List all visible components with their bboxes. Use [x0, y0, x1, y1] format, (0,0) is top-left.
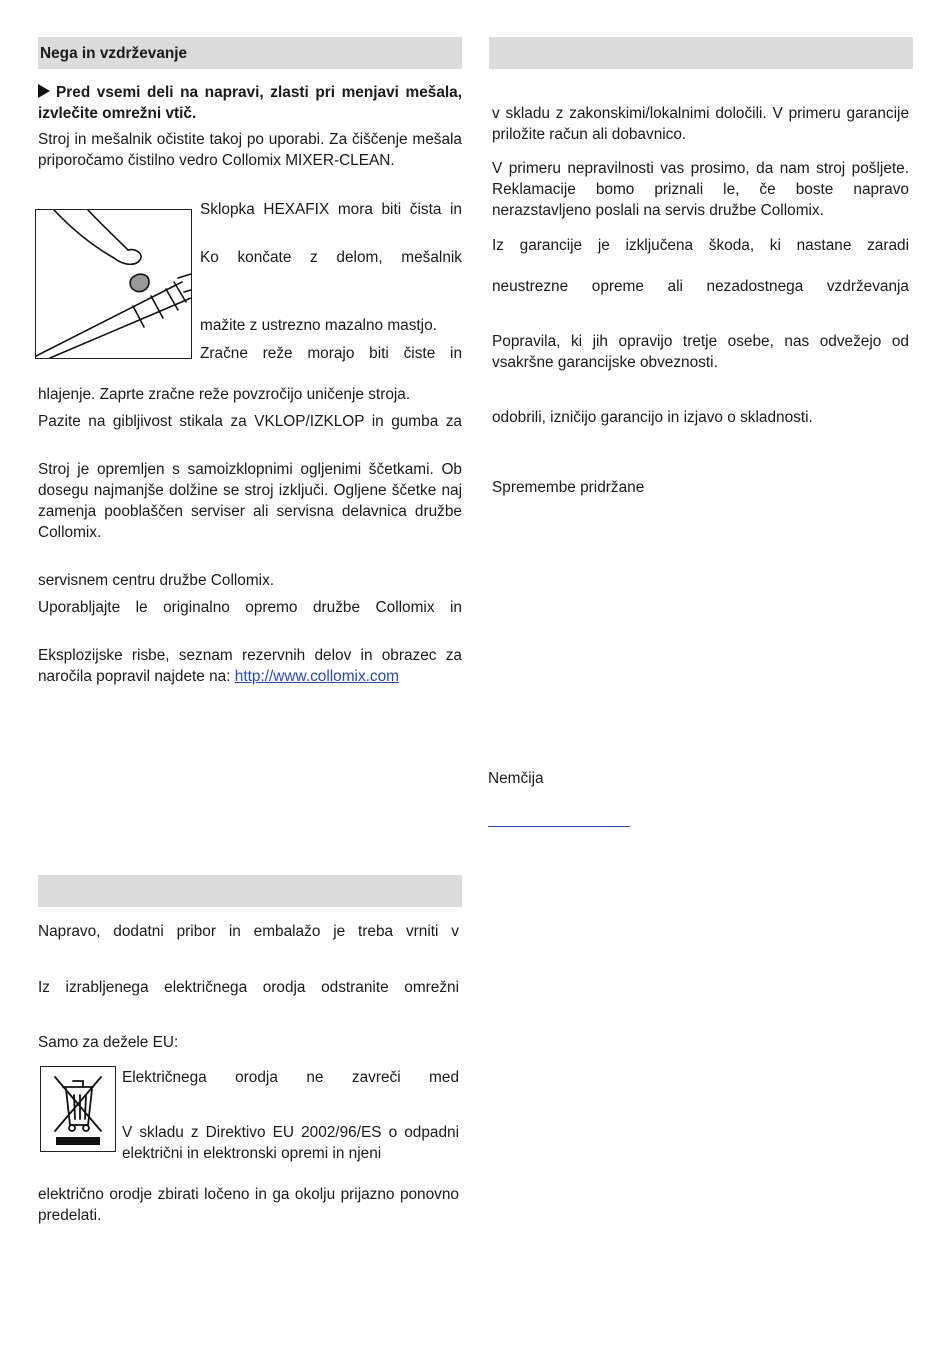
- dont-discard-text: Električnega orodja ne zavreči med: [122, 1069, 459, 1086]
- link-underline: [488, 826, 630, 827]
- drawings-text: Eksplozijske risbe, seznam rezervnih delov in obrazec za naročila popravil najdete na:: [38, 647, 462, 685]
- reservation-text: Spremembe pridržane: [492, 479, 645, 496]
- warranty-void-text: odobrili, izničijo garancijo in izjavo o skladnosti.: [492, 409, 813, 426]
- lubricate-text: mažite z ustrezno mazalno mastjo.: [200, 317, 437, 334]
- switch-text: Pazite na gibljivost stikala za VKLOP/IZKLOP in gumba za: [38, 413, 462, 430]
- service-text: servisnem centru družbe Collomix.: [38, 572, 275, 589]
- finish-text: Ko končate z delom, mešalnik: [200, 249, 462, 266]
- collomix-link[interactable]: http://www.collomix.com: [234, 668, 400, 685]
- warranty-section-header: [489, 37, 913, 69]
- cleaning-paragraph: Stroj in mešalnik očistite takoj po uporabi. Za čiščenje mešala priporočamo čistilno vedro Collomix MIXER-CLEAN.: [38, 131, 462, 169]
- drawings-paragraph: [38, 645, 462, 687]
- care-section-header: [38, 37, 462, 69]
- brushes-paragraph: Stroj je opremljen s samoizklopnimi ogljenimi ščetkami. Ob dosegu najmanjše dolžine se stroj izključi. Ogljene ščetke naj zamenja pooblaščen serviser ali servisna delavnica družbe Collomix.: [38, 461, 462, 541]
- warranty-legal-text: v skladu z zakonskimi/lokalnimi določili. V primeru garancije priložite račun ali dobavnico.: [492, 105, 909, 143]
- crossed-bin-icon: [41, 1067, 115, 1151]
- disposal-section-header: [38, 875, 462, 907]
- safety-warning: [38, 82, 462, 124]
- warranty-defect-text: V primeru nepravilnosti vas prosimo, da nam stroj pošljete. Reklamacije bomo priznali le, če boste napravo nerazstavljeno poslali na servis družbe Collomix.: [492, 160, 909, 219]
- return-text: Napravo, dodatni pribor in embalažo je treba vrniti v: [38, 923, 459, 940]
- warranty-excluded-text: Iz garancije je izključena škoda, ki nastane zaradi: [492, 237, 909, 254]
- warranty-equipment-text: neustrezne opreme ali nezadostnega vzdrževanja: [492, 278, 909, 295]
- original-parts-text: Uporabljajte le originalno opremo družbe Collomix in: [38, 599, 462, 616]
- cooling-text: hlajenje. Zaprte zračne reže povzročijo uničenje stroja.: [38, 386, 411, 403]
- warning-arrow-icon: [38, 84, 50, 98]
- recycle-text: električno orodje zbirati ločeno in ga okolju prijazno ponovno predelati.: [38, 1186, 459, 1224]
- weee-symbol: [40, 1066, 116, 1152]
- country-text: Nemčija: [488, 770, 544, 787]
- warranty-third-party-text: Popravila, ki jih opravijo tretje osebe, nas odvežejo od vsakršne garancijske obveznosti.: [492, 333, 909, 371]
- hexafix-lubrication-illustration: [35, 209, 192, 359]
- hexafix-text: Sklopka HEXAFIX mora biti čista in: [200, 201, 462, 218]
- eu-only-text: Samo za dežele EU:: [38, 1034, 179, 1051]
- hexafix-shaft-icon: [36, 210, 191, 358]
- care-section-title: Nega in vzdrževanje: [40, 45, 188, 62]
- safety-warning-text: Pred vsemi deli na napravi, zlasti pri menjavi mešala, izvlečite omrežni vtič.: [38, 84, 462, 122]
- vents-text: Zračne reže morajo biti čiste in: [200, 345, 462, 362]
- directive-text: V skladu z Direktivo EU 2002/96/ES o odpadni električni in elektronski opremi in njeni: [122, 1124, 459, 1162]
- remove-plug-text: Iz izrabljenega električnega orodja odstranite omrežni: [38, 979, 459, 996]
